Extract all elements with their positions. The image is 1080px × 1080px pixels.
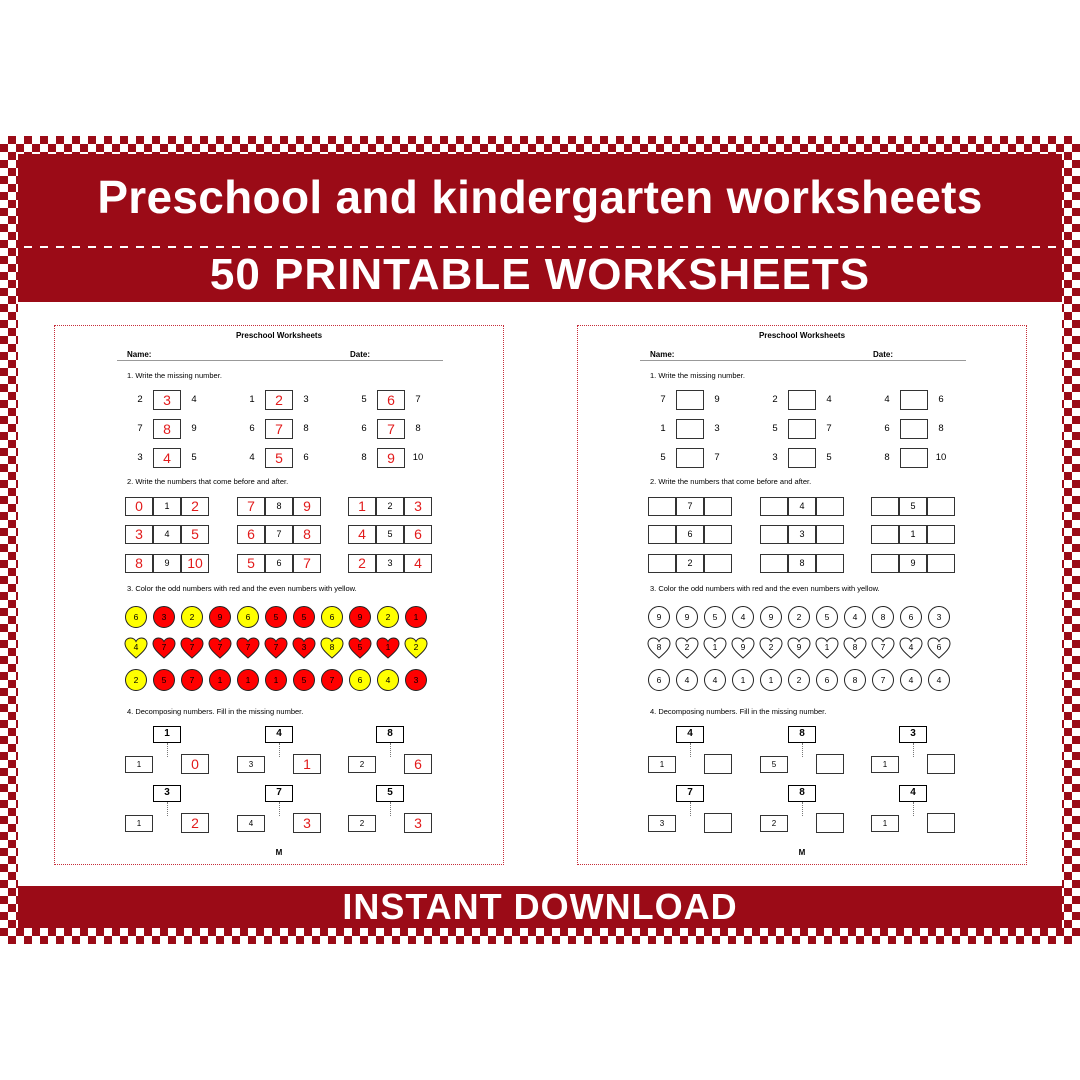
given-number: 4	[153, 525, 181, 544]
before-after-box[interactable]	[648, 554, 676, 573]
coloring-circle[interactable]: 6	[816, 669, 838, 691]
before-after-box[interactable]: 6	[404, 525, 432, 544]
heart-number: 5	[357, 642, 363, 652]
coloring-circle[interactable]: 3	[153, 606, 175, 628]
whole-number-box: 4	[265, 726, 293, 743]
question-3: 3. Color the odd numbers with red and the even numbers with yellow.	[650, 584, 880, 593]
part-number-box: 1	[648, 756, 676, 773]
missing-number-box[interactable]	[900, 390, 928, 410]
question-3: 3. Color the odd numbers with red and the even numbers with yellow.	[127, 584, 357, 593]
branch-line	[167, 743, 168, 757]
coloring-circle[interactable]: 5	[704, 606, 726, 628]
number: 8	[938, 423, 944, 434]
whole-number-box: 4	[899, 785, 927, 802]
question-4: 4. Decomposing numbers. Fill in the missing number.	[127, 707, 304, 716]
before-after-box[interactable]: 2	[181, 497, 209, 516]
coloring-circle[interactable]: 4	[928, 669, 950, 691]
before-after-box[interactable]	[648, 497, 676, 516]
before-after-box[interactable]: 7	[237, 497, 265, 516]
whole-number-box: 3	[153, 785, 181, 802]
number: 6	[361, 423, 367, 434]
number: 7	[137, 423, 143, 434]
before-after-box[interactable]: 10	[181, 554, 209, 573]
coloring-circle[interactable]: 2	[788, 669, 810, 691]
before-after-box[interactable]: 3	[404, 497, 432, 516]
before-after-box[interactable]: 5	[181, 525, 209, 544]
coloring-heart[interactable]	[292, 636, 316, 660]
coloring-circle[interactable]: 1	[265, 669, 287, 691]
coloring-heart[interactable]	[264, 636, 288, 660]
whole-number-box: 3	[899, 726, 927, 743]
number: 8	[415, 423, 421, 434]
coloring-circle[interactable]: 6	[900, 606, 922, 628]
before-after-box[interactable]: 3	[125, 525, 153, 544]
branch-line	[279, 743, 280, 757]
number: 3	[303, 394, 309, 405]
heart-number: 7	[217, 642, 223, 652]
coloring-circle[interactable]: 8	[872, 606, 894, 628]
before-after-box[interactable]: 6	[237, 525, 265, 544]
part-number-box: 1	[125, 815, 153, 832]
coloring-circle[interactable]: 1	[760, 669, 782, 691]
before-after-box[interactable]	[927, 554, 955, 573]
date-label: Date:	[350, 350, 371, 359]
missing-part-box[interactable]	[704, 813, 732, 833]
coloring-circle[interactable]: 5	[265, 606, 287, 628]
missing-part-box[interactable]	[704, 754, 732, 774]
heart-number: 2	[768, 642, 774, 652]
before-after-box[interactable]	[927, 497, 955, 516]
given-number: 2	[376, 497, 404, 516]
name-label: Name:	[650, 350, 675, 359]
given-number: 8	[265, 497, 293, 516]
before-after-box[interactable]	[760, 525, 788, 544]
heart-number: 9	[796, 642, 802, 652]
coloring-circle[interactable]: 1	[732, 669, 754, 691]
before-after-box[interactable]: 8	[125, 554, 153, 573]
whole-number-box: 8	[788, 726, 816, 743]
given-number: 2	[676, 554, 704, 573]
number: 3	[772, 452, 778, 463]
before-after-box[interactable]	[816, 497, 844, 516]
sheet-title: Preschool Worksheets	[235, 331, 323, 340]
logo-mark: M	[275, 848, 283, 857]
coloring-heart[interactable]	[404, 636, 428, 660]
heart-number: 3	[301, 642, 307, 652]
whole-number-box: 8	[376, 726, 404, 743]
number: 7	[415, 394, 421, 405]
heart-number: 1	[385, 642, 391, 652]
part-number-box: 4	[237, 815, 265, 832]
coloring-heart[interactable]	[871, 636, 895, 660]
main-title: Preschool and kindergarten worksheets	[18, 154, 1062, 246]
coloring-heart[interactable]	[208, 636, 232, 660]
before-after-box[interactable]: 5	[237, 554, 265, 573]
coloring-heart[interactable]	[703, 636, 727, 660]
worksheet-answer-key	[54, 325, 504, 865]
missing-part-box[interactable]: 2	[181, 813, 209, 833]
coloring-circle[interactable]: 9	[349, 606, 371, 628]
before-after-box[interactable]: 2	[348, 554, 376, 573]
coloring-heart[interactable]	[376, 636, 400, 660]
given-number: 7	[676, 497, 704, 516]
missing-part-box[interactable]	[927, 754, 955, 774]
part-number-box: 5	[760, 756, 788, 773]
coloring-heart[interactable]	[843, 636, 867, 660]
missing-number-box[interactable]: 3	[153, 390, 181, 410]
number: 8	[303, 423, 309, 434]
name-line	[117, 360, 443, 361]
name-line	[640, 360, 966, 361]
given-number: 9	[153, 554, 181, 573]
number: 4	[249, 452, 255, 463]
coloring-circle[interactable]: 9	[676, 606, 698, 628]
heart-number: 4	[908, 642, 914, 652]
heart-number: 8	[329, 642, 335, 652]
before-after-box[interactable]	[871, 525, 899, 544]
coloring-circle[interactable]: 6	[648, 669, 670, 691]
number: 10	[935, 452, 947, 463]
number: 6	[249, 423, 255, 434]
before-after-box[interactable]: 7	[293, 554, 321, 573]
given-number: 3	[788, 525, 816, 544]
missing-number-box[interactable]	[788, 448, 816, 468]
given-number: 4	[788, 497, 816, 516]
coloring-heart[interactable]	[320, 636, 344, 660]
number: 5	[772, 423, 778, 434]
number: 7	[826, 423, 832, 434]
heart-number: 6	[936, 642, 942, 652]
heart-number: 2	[684, 642, 690, 652]
number: 4	[884, 394, 890, 405]
before-after-box[interactable]: 4	[348, 525, 376, 544]
coloring-circle[interactable]: 2	[377, 606, 399, 628]
branch-line	[167, 802, 168, 816]
heart-number: 7	[161, 642, 167, 652]
coloring-circle[interactable]: 7	[321, 669, 343, 691]
before-after-box[interactable]: 1	[348, 497, 376, 516]
missing-number-box[interactable]: 5	[265, 448, 293, 468]
coloring-circle[interactable]: 6	[237, 606, 259, 628]
sheet-title: Preschool Worksheets	[758, 331, 846, 340]
coloring-heart[interactable]	[787, 636, 811, 660]
coloring-circle[interactable]: 9	[648, 606, 670, 628]
before-after-box[interactable]	[760, 497, 788, 516]
number: 4	[191, 394, 197, 405]
branch-line	[913, 802, 914, 816]
heart-number: 9	[740, 642, 746, 652]
before-after-box[interactable]	[816, 554, 844, 573]
missing-part-box[interactable]	[927, 813, 955, 833]
coloring-circle[interactable]: 5	[293, 606, 315, 628]
coloring-heart[interactable]	[731, 636, 755, 660]
coloring-circle[interactable]: 7	[181, 669, 203, 691]
coloring-circle[interactable]: 4	[704, 669, 726, 691]
name-label: Name:	[127, 350, 152, 359]
part-number-box: 2	[348, 815, 376, 832]
before-after-box[interactable]: 9	[293, 497, 321, 516]
subtitle: 50 PRINTABLE WORKSHEETS	[18, 248, 1062, 302]
question-2: 2. Write the numbers that come before and after.	[127, 477, 289, 486]
heart-number: 4	[133, 642, 139, 652]
number: 9	[714, 394, 720, 405]
before-after-box[interactable]: 0	[125, 497, 153, 516]
missing-number-box[interactable]	[788, 390, 816, 410]
number: 6	[884, 423, 890, 434]
coloring-circle[interactable]: 2	[788, 606, 810, 628]
missing-number-box[interactable]: 2	[265, 390, 293, 410]
number: 5	[660, 452, 666, 463]
missing-part-box[interactable]: 0	[181, 754, 209, 774]
coloring-heart[interactable]	[348, 636, 372, 660]
whole-number-box: 7	[676, 785, 704, 802]
heart-number: 7	[880, 642, 886, 652]
number: 3	[714, 423, 720, 434]
missing-number-box[interactable]	[676, 390, 704, 410]
part-number-box: 1	[871, 756, 899, 773]
logo-mark: M	[798, 848, 806, 857]
missing-number-box[interactable]: 9	[377, 448, 405, 468]
missing-number-box[interactable]: 7	[377, 419, 405, 439]
number: 2	[772, 394, 778, 405]
missing-part-box[interactable]: 1	[293, 754, 321, 774]
missing-number-box[interactable]: 8	[153, 419, 181, 439]
number: 5	[826, 452, 832, 463]
part-number-box: 1	[125, 756, 153, 773]
coloring-heart[interactable]	[236, 636, 260, 660]
given-number: 8	[788, 554, 816, 573]
given-number: 6	[676, 525, 704, 544]
coloring-circle[interactable]: 1	[405, 606, 427, 628]
before-after-box[interactable]	[704, 554, 732, 573]
heart-number: 8	[852, 642, 858, 652]
coloring-circle[interactable]: 2	[181, 606, 203, 628]
coloring-heart[interactable]	[675, 636, 699, 660]
number: 1	[660, 423, 666, 434]
number: 7	[714, 452, 720, 463]
before-after-box[interactable]: 4	[404, 554, 432, 573]
number: 5	[191, 452, 197, 463]
coloring-circle[interactable]: 1	[237, 669, 259, 691]
missing-number-box[interactable]: 6	[377, 390, 405, 410]
number: 5	[361, 394, 367, 405]
coloring-circle[interactable]: 7	[872, 669, 894, 691]
coloring-circle[interactable]: 5	[816, 606, 838, 628]
coloring-circle[interactable]: 9	[760, 606, 782, 628]
question-4: 4. Decomposing numbers. Fill in the missing number.	[650, 707, 827, 716]
heart-number: 7	[273, 642, 279, 652]
heart-number: 7	[189, 642, 195, 652]
part-number-box: 2	[760, 815, 788, 832]
coloring-heart[interactable]	[152, 636, 176, 660]
whole-number-box: 7	[265, 785, 293, 802]
missing-part-box[interactable]	[816, 754, 844, 774]
branch-line	[690, 802, 691, 816]
coloring-circle[interactable]: 5	[293, 669, 315, 691]
number: 3	[137, 452, 143, 463]
before-after-box[interactable]	[760, 554, 788, 573]
branch-line	[802, 743, 803, 757]
coloring-heart[interactable]	[815, 636, 839, 660]
missing-number-box[interactable]	[676, 448, 704, 468]
number: 1	[249, 394, 255, 405]
number: 2	[137, 394, 143, 405]
given-number: 9	[899, 554, 927, 573]
coloring-circle[interactable]: 3	[405, 669, 427, 691]
branch-line	[802, 802, 803, 816]
before-after-box[interactable]	[816, 525, 844, 544]
heart-number: 1	[712, 642, 718, 652]
number: 8	[361, 452, 367, 463]
number: 6	[938, 394, 944, 405]
before-after-box[interactable]	[927, 525, 955, 544]
missing-part-box[interactable]	[816, 813, 844, 833]
coloring-circle[interactable]: 6	[349, 669, 371, 691]
heart-number: 7	[245, 642, 251, 652]
missing-part-box[interactable]: 3	[293, 813, 321, 833]
coloring-circle[interactable]: 4	[377, 669, 399, 691]
coloring-circle[interactable]: 6	[125, 606, 147, 628]
before-after-box[interactable]	[648, 525, 676, 544]
question-1: 1. Write the missing number.	[127, 371, 222, 380]
missing-number-box[interactable]	[788, 419, 816, 439]
before-after-box[interactable]	[871, 554, 899, 573]
missing-number-box[interactable]: 4	[153, 448, 181, 468]
number: 7	[660, 394, 666, 405]
instant-download-banner: INSTANT DOWNLOAD	[18, 886, 1062, 928]
missing-part-box[interactable]: 6	[404, 754, 432, 774]
coloring-circle[interactable]: 4	[900, 669, 922, 691]
number: 8	[884, 452, 890, 463]
part-number-box: 3	[237, 756, 265, 773]
whole-number-box: 1	[153, 726, 181, 743]
branch-line	[913, 743, 914, 757]
coloring-heart[interactable]	[927, 636, 951, 660]
coloring-heart[interactable]	[647, 636, 671, 660]
heart-number: 1	[824, 642, 830, 652]
before-after-box[interactable]: 8	[293, 525, 321, 544]
whole-number-box: 5	[376, 785, 404, 802]
branch-line	[690, 743, 691, 757]
before-after-box[interactable]	[704, 525, 732, 544]
before-after-box[interactable]	[704, 497, 732, 516]
coloring-circle[interactable]: 4	[676, 669, 698, 691]
given-number: 6	[265, 554, 293, 573]
missing-number-box[interactable]	[900, 419, 928, 439]
question-2: 2. Write the numbers that come before and after.	[650, 477, 812, 486]
before-after-box[interactable]	[871, 497, 899, 516]
missing-number-box[interactable]	[900, 448, 928, 468]
missing-number-box[interactable]: 7	[265, 419, 293, 439]
coloring-circle[interactable]: 6	[321, 606, 343, 628]
number: 4	[826, 394, 832, 405]
number: 10	[412, 452, 424, 463]
coloring-heart[interactable]	[180, 636, 204, 660]
part-number-box: 3	[648, 815, 676, 832]
heart-number: 8	[656, 642, 662, 652]
coloring-heart[interactable]	[899, 636, 923, 660]
coloring-circle[interactable]: 4	[732, 606, 754, 628]
branch-line	[390, 743, 391, 757]
coloring-circle[interactable]: 2	[125, 669, 147, 691]
coloring-circle[interactable]: 4	[844, 606, 866, 628]
given-number: 5	[899, 497, 927, 516]
question-1: 1. Write the missing number.	[650, 371, 745, 380]
number: 6	[303, 452, 309, 463]
coloring-circle[interactable]: 1	[209, 669, 231, 691]
given-number: 5	[376, 525, 404, 544]
branch-line	[279, 802, 280, 816]
number: 9	[191, 423, 197, 434]
worksheet-blank	[577, 325, 1027, 865]
date-label: Date:	[873, 350, 894, 359]
missing-part-box[interactable]: 3	[404, 813, 432, 833]
coloring-circle[interactable]: 9	[209, 606, 231, 628]
part-number-box: 1	[871, 815, 899, 832]
whole-number-box: 4	[676, 726, 704, 743]
given-number: 3	[376, 554, 404, 573]
coloring-circle[interactable]: 8	[844, 669, 866, 691]
whole-number-box: 8	[788, 785, 816, 802]
coloring-circle[interactable]: 5	[153, 669, 175, 691]
coloring-heart[interactable]	[124, 636, 148, 660]
branch-line	[390, 802, 391, 816]
missing-number-box[interactable]	[676, 419, 704, 439]
coloring-heart[interactable]	[759, 636, 783, 660]
given-number: 1	[899, 525, 927, 544]
heart-number: 2	[413, 642, 419, 652]
part-number-box: 2	[348, 756, 376, 773]
coloring-circle[interactable]: 3	[928, 606, 950, 628]
given-number: 7	[265, 525, 293, 544]
given-number: 1	[153, 497, 181, 516]
